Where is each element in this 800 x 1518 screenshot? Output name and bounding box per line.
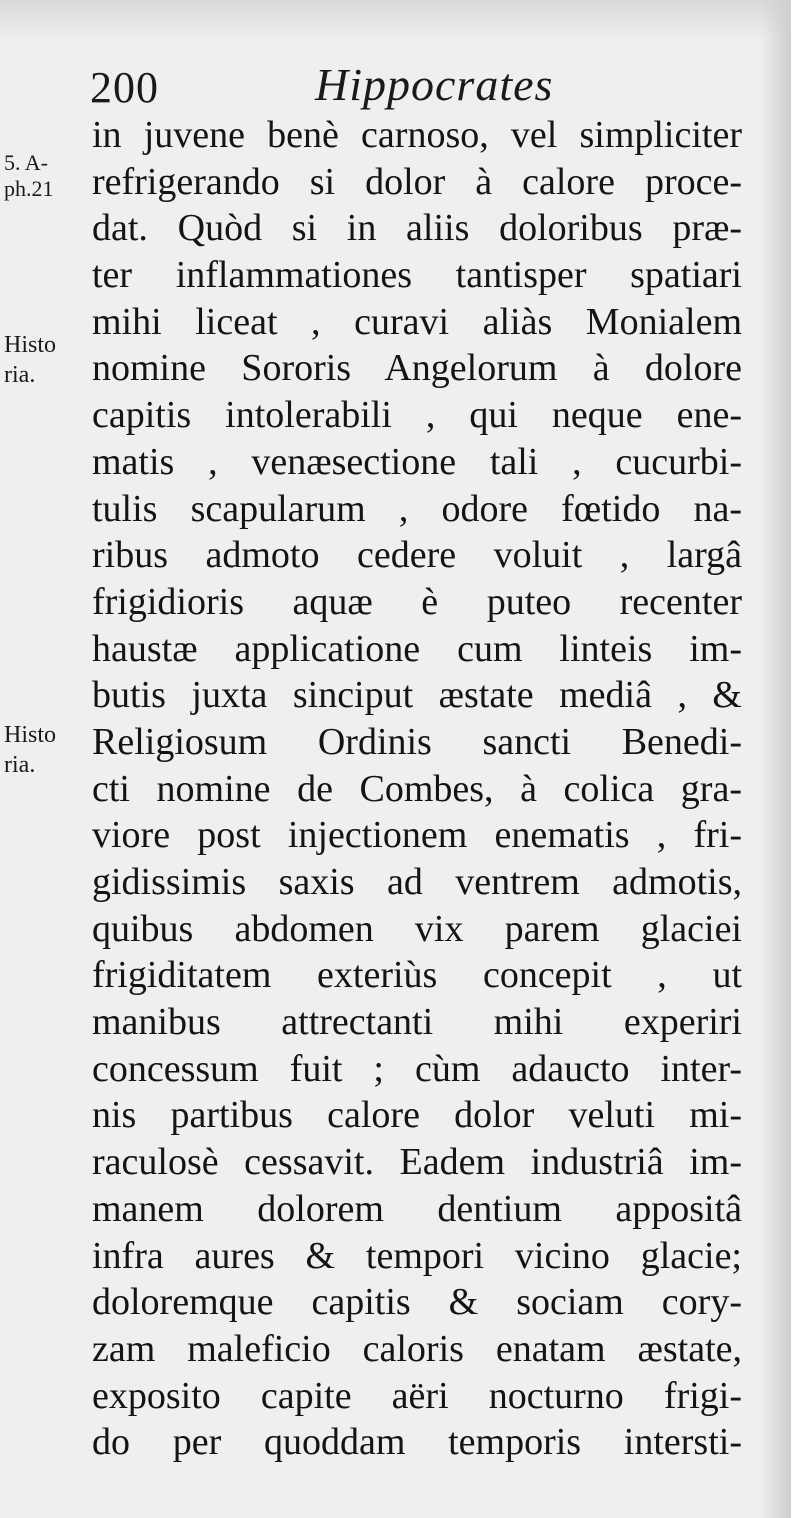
text-line: quibus abdomen vix parem glaciei xyxy=(92,907,742,950)
text-line: Religiosum Ordinis sancti Benedi- xyxy=(92,720,742,763)
text-line: frigiditatem exteriùs concepit , ut xyxy=(92,954,742,997)
margin-note-line: Histo xyxy=(4,332,57,358)
text-line: concessum fuit ; cùm adaucto inter- xyxy=(92,1047,742,1090)
text-line: manem dolorem dentium appositâ xyxy=(92,1187,742,1230)
text-line: refrigerando si dolor à calore proce- xyxy=(92,160,742,203)
margin-note-aphorism xyxy=(4,150,54,202)
body-text xyxy=(92,112,742,1466)
text-line: do per quoddam temporis intersti- xyxy=(92,1421,742,1464)
text-line: zam maleficio caloris enatam æstate, xyxy=(92,1327,742,1370)
text-line: gidissimis saxis ad ventrem admotis, xyxy=(92,861,742,903)
text-line: manibus attrectanti mihi experiri xyxy=(92,1001,742,1044)
text-line: infra aures & tempori vicino glacie; xyxy=(92,1234,742,1277)
text-line: viore post injectionem enematis , fri- xyxy=(92,814,742,857)
margin-note-line: Histo xyxy=(4,722,57,748)
text-line: dat. Quòd si in aliis doloribus præ- xyxy=(92,207,742,250)
text-line: nis partibus calore dolor veluti mi- xyxy=(92,1094,742,1137)
text-line: exposito capite aëri nocturno frigi- xyxy=(92,1374,742,1417)
margin-note-historia-2 xyxy=(4,720,56,780)
margin-note-line: ria. xyxy=(4,752,36,778)
text-line: ter inflammationes tantisper spatiari xyxy=(92,254,742,297)
text-line: nomine Sororis Angelorum à dolore xyxy=(92,347,742,390)
margin-note-historia-1 xyxy=(4,330,56,390)
page-number: 200 xyxy=(90,63,159,112)
text-line: tulis scapularum , odore fœtido na- xyxy=(92,487,742,530)
text-line: doloremque capitis & sociam cory- xyxy=(92,1281,742,1324)
text-line: mihi liceat , curavi aliàs Monialem xyxy=(92,300,742,343)
text-line: capitis intolerabili , qui neque ene- xyxy=(92,394,742,437)
text-line: matis , venæsectione tali , cucurbi- xyxy=(92,440,742,483)
text-line: butis juxta sinciput æstate mediâ , & xyxy=(92,674,742,717)
margin-note-line: ph.21 xyxy=(4,176,54,201)
running-title: Hippocrates xyxy=(315,59,554,110)
text-line: raculosè cessavit. Eadem industriâ im- xyxy=(92,1141,742,1184)
margin-note-line: ria. xyxy=(4,362,36,388)
text-line: ribus admoto cedere voluit , largâ xyxy=(92,534,742,577)
text-line: frigidioris aquæ è puteo recenter xyxy=(92,580,742,623)
margin-note-line: 5. A- xyxy=(4,150,48,175)
text-line: haustæ applicatione cum linteis im- xyxy=(92,627,742,670)
text-line: cti nomine de Combes, à colica gra- xyxy=(92,767,742,810)
text-line: in juvene benè carnoso, vel simpliciter xyxy=(92,114,742,156)
